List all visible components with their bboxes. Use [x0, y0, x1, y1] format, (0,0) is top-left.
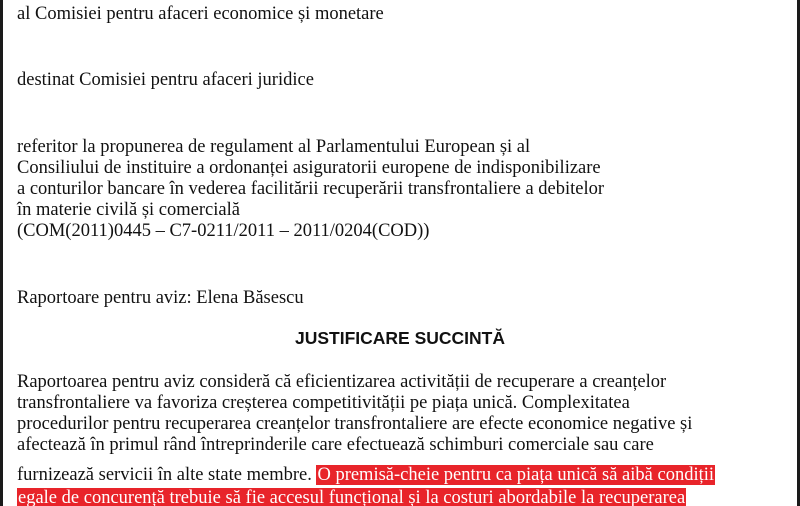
- procedure-reference: (COM(2011)0445 – C7-0211/2011 – 2011/0204(COD)): [17, 221, 430, 241]
- section-title: JUSTIFICARE SUCCINTĂ: [294, 328, 505, 348]
- body-line: afectează în primul rând întreprinderile care efectuează schimburi comerciale sau care: [17, 435, 654, 455]
- opinion-from-line: al Comisiei pentru afaceri economice și monetare: [17, 4, 384, 24]
- page-border-left: [0, 0, 3, 506]
- subject-line: referitor la propunerea de regulament al Parlamentului European și al: [17, 137, 531, 157]
- subject-line: Consiliului de instituire a ordonanței asiguratorii europene de indisponibilizare: [17, 158, 601, 178]
- body-line: transfrontaliere va favoriza creșterea competitivității pe piața unică. Complexitatea: [17, 393, 630, 413]
- body-text-plain: furnizează servicii în alte state membre.: [17, 465, 317, 485]
- highlighted-text: O premisă-cheie pentru ca piața unică să aibă condiții: [317, 465, 715, 485]
- addressed-to-line: destinat Comisiei pentru afaceri juridice: [17, 70, 314, 90]
- body-line: [17, 488, 686, 506]
- body-line: [17, 465, 715, 486]
- body-line: Raportoarea pentru aviz consideră că eficientizarea activității de recuperare a creanțelor: [17, 372, 667, 392]
- subject-line: a conturilor bancare în vederea facilitării recuperării transfrontaliere a debitelor: [17, 179, 605, 199]
- subject-line: în materie civilă și comercială: [17, 200, 240, 220]
- rapporteur-line: Raportoare pentru aviz: Elena Băsescu: [17, 288, 304, 308]
- body-line: procedurilor pentru recuperarea creanțelor transfrontaliere are efecte economice negative și: [17, 414, 693, 434]
- highlighted-text: egale de concurență trebuie să fie accesul funcțional și la costuri abordabile la recuperarea: [18, 488, 686, 506]
